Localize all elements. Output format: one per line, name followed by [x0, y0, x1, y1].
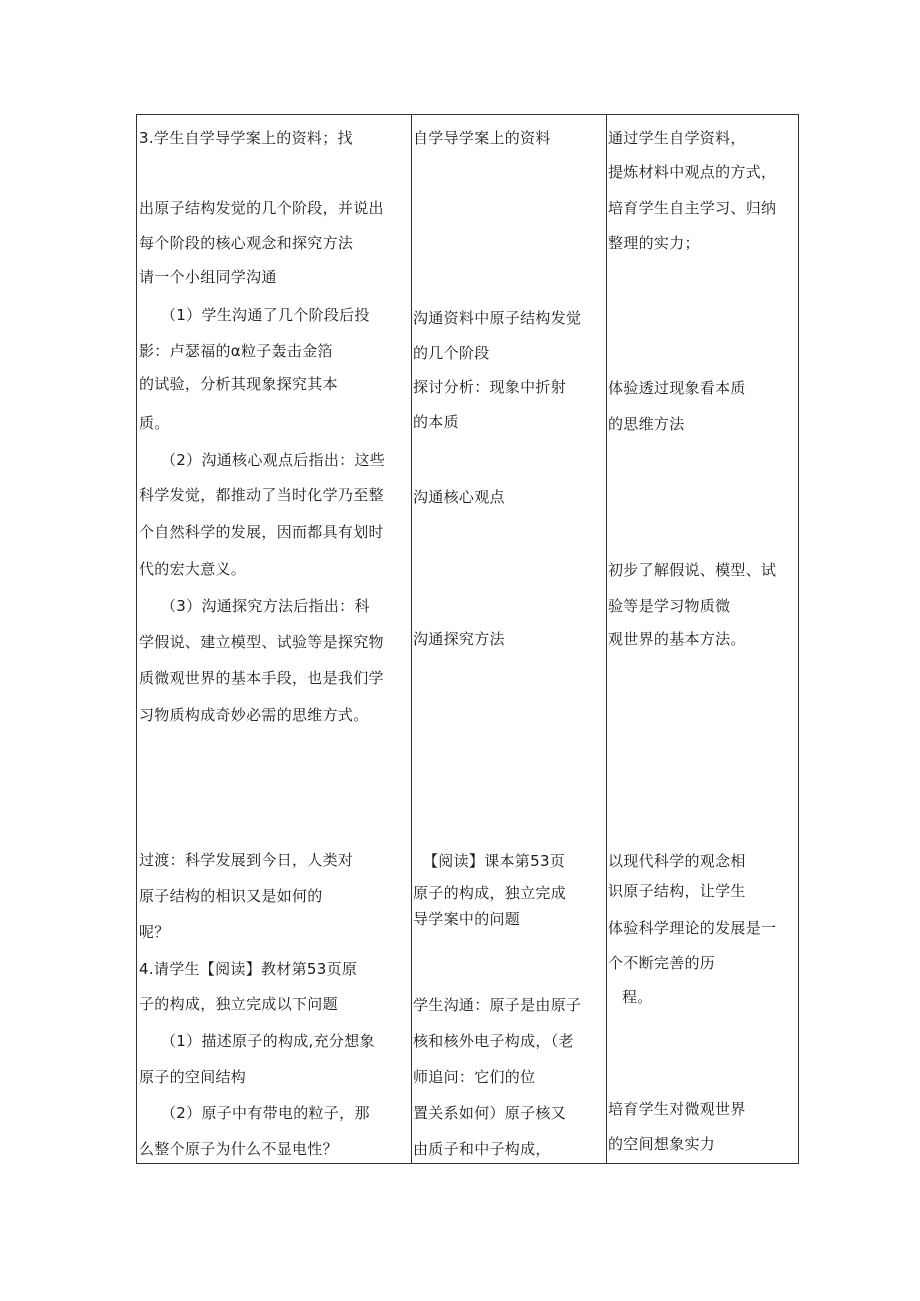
- design-intent-line: 培育学生对微观世界: [608, 1100, 746, 1118]
- design-intent-line: 识原子结构，让学生: [608, 882, 746, 900]
- design-intent-line: 提炼材料中观点的方式，: [608, 163, 777, 181]
- design-intent-line: 观世界的基本方法。: [608, 630, 746, 648]
- teacher-activity-line: 请一个小组同学沟通: [139, 268, 277, 286]
- student-activity-line: 沟通核心观点: [413, 488, 505, 506]
- teacher-activity-line: 原子的空间结构: [139, 1068, 247, 1086]
- design-intent-line: 以现代科学的观念相: [608, 852, 746, 870]
- teacher-activity-line: 4.请学生【阅读】教材第53页原: [139, 960, 358, 978]
- teacher-activity-line: 质微观世界的基本手段，也是我们学: [139, 669, 384, 687]
- student-activity-line: 由质子和中子构成，: [413, 1140, 551, 1158]
- student-activity-line: 的几个阶段: [413, 344, 490, 362]
- teacher-activity-line: （1）学生沟通了几个阶段后投: [161, 306, 370, 324]
- teacher-activity-line: 影：卢瑟福的α粒子轰击金箔: [139, 342, 333, 360]
- design-intent-line: 培育学生自主学习、归纳: [608, 199, 777, 217]
- student-activity-line: 置关系如何）原子核又: [413, 1104, 567, 1122]
- student-activity-line: 沟通资料中原子结构发觉: [413, 309, 582, 327]
- student-activity-line: 原子的构成，独立完成: [413, 884, 567, 902]
- student-activity-line: 探讨分析：现象中折射: [413, 378, 567, 396]
- column-divider: [606, 115, 607, 1163]
- student-activity-line: 沟通探究方法: [413, 630, 505, 648]
- design-intent-line: 体验科学理论的发展是一: [608, 919, 777, 937]
- design-intent-line: 个不断完善的历: [608, 954, 716, 972]
- student-activity-line: 导学案中的问题: [413, 910, 521, 928]
- student-activity-line: 学生沟通：原子是由原子: [413, 996, 582, 1014]
- teacher-activity-line: 3.学生自学导学案上的资料；找: [139, 129, 353, 147]
- teacher-activity-line: 么整个原子为什么不显电性？: [139, 1140, 338, 1158]
- teacher-activity-line: 个自然科学的发展，因而都具有划时: [139, 523, 384, 541]
- teacher-activity-line: 科学发觉，都推动了当时化学乃至整: [139, 486, 384, 504]
- teacher-activity-line: 子的构成，独立完成以下问题: [139, 995, 338, 1013]
- teacher-activity-line: （1）描述原子的构成,充分想象: [161, 1032, 375, 1050]
- teacher-activity-line: 呢？: [139, 923, 170, 941]
- teacher-activity-line: 原子结构的相识又是如何的: [139, 887, 323, 905]
- design-intent-line: 初步了解假说、模型、试: [608, 561, 777, 579]
- design-intent-line: 验等是学习物质微: [608, 597, 731, 615]
- student-activity-line: 自学导学案上的资料: [413, 129, 551, 147]
- student-activity-line: 的本质: [413, 413, 459, 431]
- student-activity-line: 【阅读】课本第53页: [423, 852, 566, 870]
- design-intent-line: 的空间想象实力: [608, 1135, 716, 1153]
- design-intent-line: 体验透过现象看本质: [608, 379, 746, 397]
- teacher-activity-line: （2）沟通核心观点后指出：这些: [161, 451, 386, 469]
- teacher-activity-line: （2）原子中有带电的粒子，那: [161, 1104, 370, 1122]
- design-intent-line: 程。: [622, 988, 653, 1006]
- teacher-activity-line: 过渡：科学发展到今日，人类对: [139, 851, 354, 869]
- teacher-activity-line: 出原子结构发觉的几个阶段，并说出: [139, 199, 384, 217]
- design-intent-line: 整理的实力；: [608, 234, 700, 252]
- student-activity-line: 师追问：它们的位: [413, 1068, 536, 1086]
- design-intent-line: 的思维方法: [608, 415, 685, 433]
- teacher-activity-line: 每个阶段的核心观念和探究方法: [139, 234, 354, 252]
- teacher-activity-line: 习物质构成奇妙必需的思维方式。: [139, 706, 369, 724]
- student-activity-line: 核和核外电子构成，（老: [413, 1032, 574, 1050]
- teacher-activity-line: 代的宏大意义。: [139, 560, 247, 578]
- teacher-activity-line: 质。: [139, 414, 170, 432]
- design-intent-line: 通过学生自学资料，: [608, 129, 746, 147]
- teacher-activity-line: （3）沟通探究方法后指出：科: [161, 597, 370, 615]
- teacher-activity-line: 的试验，分析其现象探究其本: [139, 375, 338, 393]
- column-divider: [411, 115, 412, 1163]
- teacher-activity-line: 学假说、建立模型、试验等是探究物: [139, 633, 384, 651]
